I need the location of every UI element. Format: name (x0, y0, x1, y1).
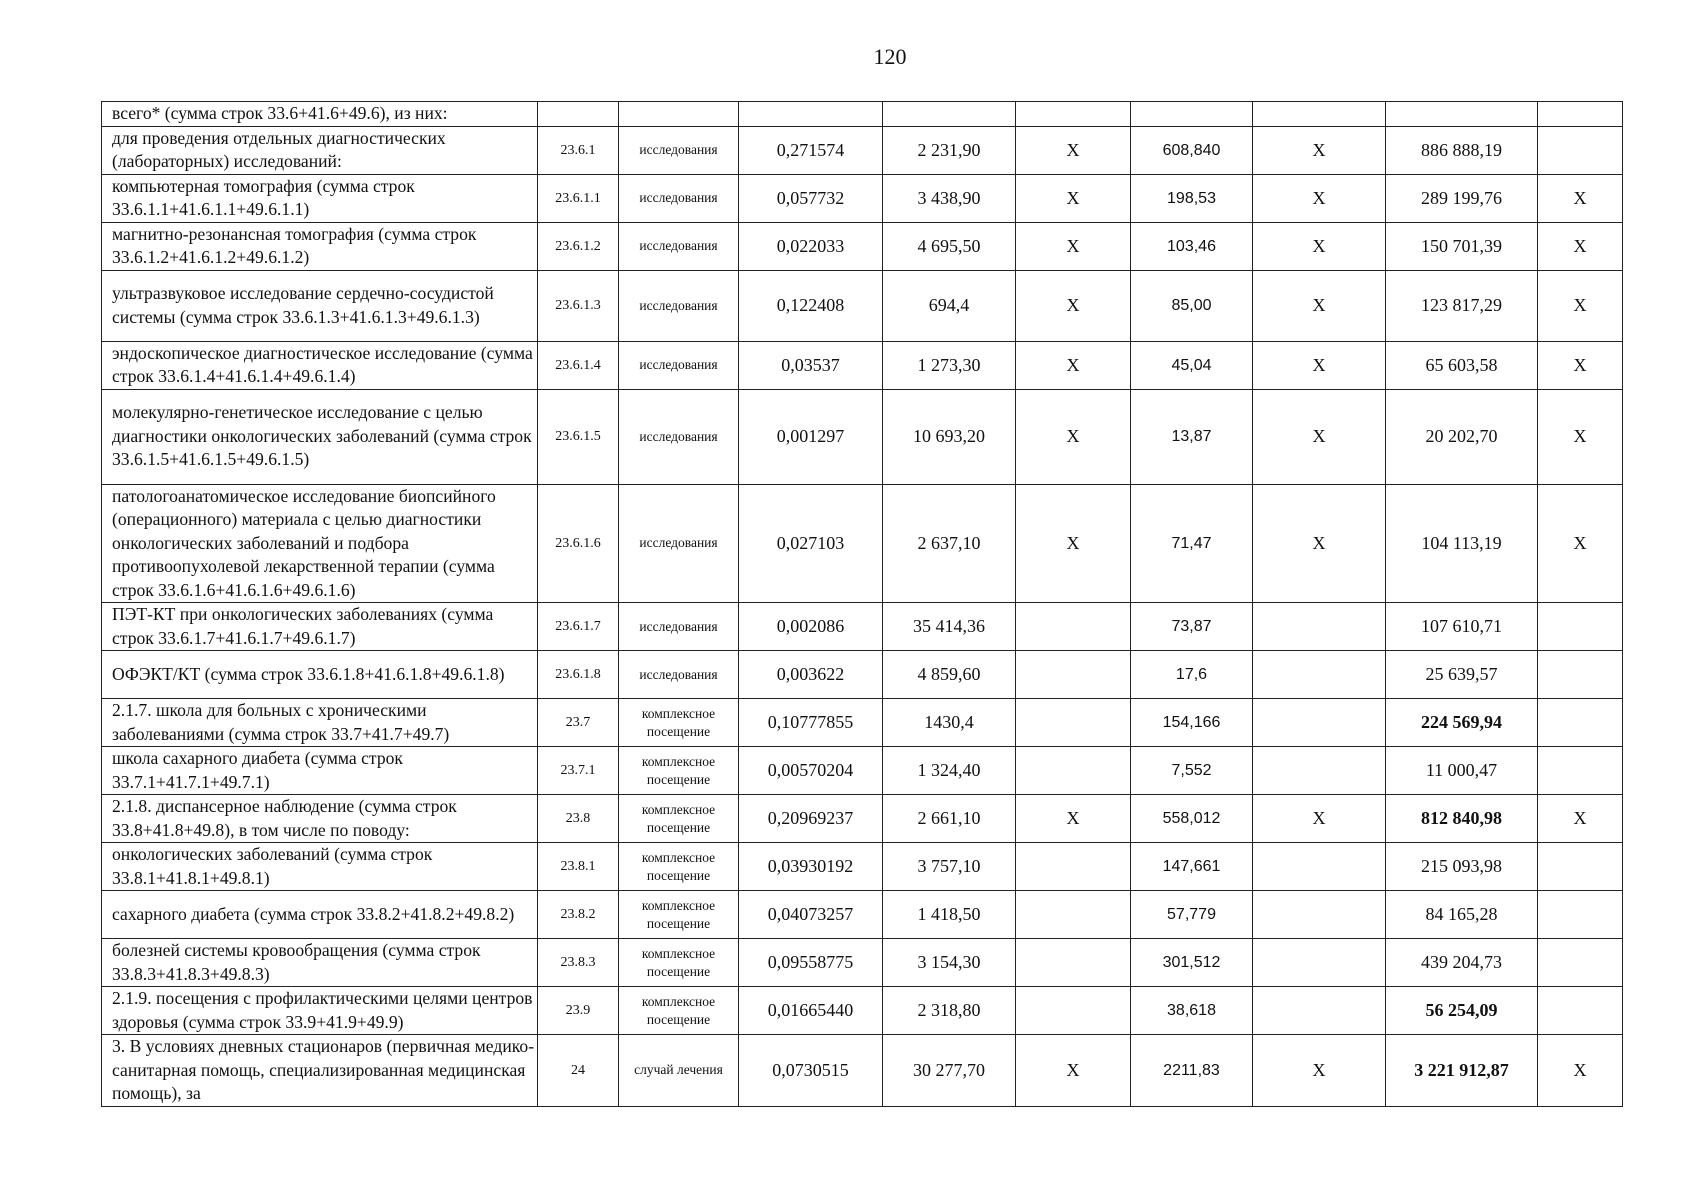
cost-norm: 1 273,30 (883, 341, 1016, 389)
cost-norm: 1430,4 (883, 699, 1016, 747)
row-code: 23.8.2 (538, 891, 619, 939)
x-mark (1253, 603, 1386, 651)
x-mark (1538, 891, 1623, 939)
per-capita-value: 301,512 (1131, 939, 1253, 987)
row-name: ОФЭКТ/КТ (сумма строк 33.6.1.8+41.6.1.8+49.6.1.8) (102, 651, 538, 699)
x-mark: Х (1016, 126, 1131, 174)
volume-norm: 0,03930192 (739, 843, 883, 891)
cost-norm: 10 693,20 (883, 389, 1016, 484)
x-mark (1253, 699, 1386, 747)
per-capita-value: 198,53 (1131, 174, 1253, 222)
table-row (102, 891, 1623, 939)
unit-of-measure: комплексное посещение (619, 939, 739, 987)
x-mark (1016, 651, 1131, 699)
row-code: 23.6.1.2 (538, 222, 619, 270)
table-body (102, 102, 1623, 1107)
per-capita-value: 7,552 (1131, 747, 1253, 795)
x-mark (1538, 939, 1623, 987)
total-sum: 215 093,98 (1386, 843, 1538, 891)
row-name: компьютерная томография (сумма строк 33.6.1.1+41.6.1.1+49.6.1.1) (102, 174, 538, 222)
row-name: для проведения отдельных диагностических (лабораторных) исследований: (102, 126, 538, 174)
x-mark: Х (1253, 126, 1386, 174)
volume-norm: 0,09558775 (739, 939, 883, 987)
table-row (102, 747, 1623, 795)
x-mark (1253, 747, 1386, 795)
x-mark (1016, 747, 1131, 795)
table-row (102, 102, 1623, 127)
total-sum: 25 639,57 (1386, 651, 1538, 699)
total-sum: 3 221 912,87 (1386, 1035, 1538, 1107)
x-mark: Х (1253, 389, 1386, 484)
row-name: ПЭТ-КТ при онкологических заболеваниях (сумма строк 33.6.1.7+41.6.1.7+49.6.1.7) (102, 603, 538, 651)
x-mark: Х (1253, 795, 1386, 843)
x-mark: Х (1538, 484, 1623, 603)
unit-of-measure: исследования (619, 651, 739, 699)
x-mark: Х (1016, 484, 1131, 603)
row-name: всего* (сумма строк 33.6+41.6+49.6), из них: (102, 102, 538, 127)
table-row (102, 341, 1623, 389)
total-sum: 150 701,39 (1386, 222, 1538, 270)
volume-norm: 0,022033 (739, 222, 883, 270)
x-mark: Х (1016, 270, 1131, 341)
unit-of-measure: исследования (619, 389, 739, 484)
row-code: 23.6.1.3 (538, 270, 619, 341)
per-capita-value: 608,840 (1131, 126, 1253, 174)
per-capita-value: 71,47 (1131, 484, 1253, 603)
x-mark: Х (1253, 341, 1386, 389)
unit-of-measure: исследования (619, 603, 739, 651)
cost-norm: 4 859,60 (883, 651, 1016, 699)
volume-norm: 0,003622 (739, 651, 883, 699)
x-mark: Х (1538, 174, 1623, 222)
unit-of-measure: исследования (619, 270, 739, 341)
x-mark (1016, 843, 1131, 891)
row-code: 23.8.1 (538, 843, 619, 891)
total-sum: 224 569,94 (1386, 699, 1538, 747)
table-row (102, 939, 1623, 987)
cost-norm (883, 102, 1016, 127)
row-code: 23.6.1.1 (538, 174, 619, 222)
total-sum: 65 603,58 (1386, 341, 1538, 389)
volume-norm: 0,20969237 (739, 795, 883, 843)
x-mark: Х (1538, 389, 1623, 484)
unit-of-measure: комплексное посещение (619, 987, 739, 1035)
cost-norm: 2 661,10 (883, 795, 1016, 843)
unit-of-measure: исследования (619, 126, 739, 174)
volume-norm: 0,002086 (739, 603, 883, 651)
row-code: 23.8 (538, 795, 619, 843)
volume-norm: 0,01665440 (739, 987, 883, 1035)
x-mark (1538, 102, 1623, 127)
total-sum: 56 254,09 (1386, 987, 1538, 1035)
cost-norm: 2 231,90 (883, 126, 1016, 174)
row-code: 23.6.1.4 (538, 341, 619, 389)
x-mark: Х (1538, 795, 1623, 843)
row-code: 23.6.1.8 (538, 651, 619, 699)
per-capita-value: 147,661 (1131, 843, 1253, 891)
table-row (102, 126, 1623, 174)
row-name: 2.1.9. посещения с профилактическими целями центров здоровья (сумма строк 33.9+41.9+49.9) (102, 987, 538, 1035)
row-name: онкологических заболеваний (сумма строк 33.8.1+41.8.1+49.8.1) (102, 843, 538, 891)
x-mark (1253, 843, 1386, 891)
x-mark: Х (1016, 341, 1131, 389)
row-code: 23.9 (538, 987, 619, 1035)
per-capita-value: 2211,83 (1131, 1035, 1253, 1107)
x-mark (1016, 939, 1131, 987)
x-mark: Х (1538, 1035, 1623, 1107)
row-name: эндоскопическое диагностическое исследование (сумма строк 33.6.1.4+41.6.1.4+49.6.1.4) (102, 341, 538, 389)
per-capita-value: 85,00 (1131, 270, 1253, 341)
total-sum: 20 202,70 (1386, 389, 1538, 484)
x-mark: Х (1016, 389, 1131, 484)
x-mark (1538, 843, 1623, 891)
row-name: 3. В условиях дневных стационаров (первичная медико-санитарная помощь, специализированная медицинская помощь), за (102, 1035, 538, 1107)
unit-of-measure: комплексное посещение (619, 891, 739, 939)
x-mark (1016, 102, 1131, 127)
cost-norm: 35 414,36 (883, 603, 1016, 651)
row-name: болезней системы кровообращения (сумма строк 33.8.3+41.8.3+49.8.3) (102, 939, 538, 987)
unit-of-measure: исследования (619, 484, 739, 603)
row-name: патологоанатомическое исследование биопсийного (операционного) материала с целью диагностики онкологических заболеваний и подбора противоопухолевой лекарственной терапии (сумма строк 33.6.1.6+41.6.1.6+49.6.1.6) (102, 484, 538, 603)
x-mark (1538, 747, 1623, 795)
row-name: 2.1.8. диспансерное наблюдение (сумма строк 33.8+41.8+49.8), в том числе по поводу: (102, 795, 538, 843)
row-name: молекулярно-генетическое исследование с целью диагностики онкологических заболеваний (сумма строк 33.6.1.5+41.6.1.5+49.6.1.5) (102, 389, 538, 484)
volume-norm: 0,0730515 (739, 1035, 883, 1107)
row-name: школа сахарного диабета (сумма строк 33.7.1+41.7.1+49.7.1) (102, 747, 538, 795)
table-row (102, 651, 1623, 699)
unit-of-measure: комплексное посещение (619, 747, 739, 795)
total-sum: 439 204,73 (1386, 939, 1538, 987)
row-code: 23.6.1.6 (538, 484, 619, 603)
unit-of-measure: комплексное посещение (619, 699, 739, 747)
table-row (102, 699, 1623, 747)
x-mark (1253, 891, 1386, 939)
x-mark: Х (1253, 222, 1386, 270)
x-mark: Х (1538, 341, 1623, 389)
volume-norm (739, 102, 883, 127)
x-mark (1253, 987, 1386, 1035)
table-row (102, 987, 1623, 1035)
x-mark (1016, 987, 1131, 1035)
cost-norm: 4 695,50 (883, 222, 1016, 270)
row-code: 23.6.1 (538, 126, 619, 174)
volume-norm: 0,03537 (739, 341, 883, 389)
volume-norm: 0,057732 (739, 174, 883, 222)
x-mark (1253, 651, 1386, 699)
row-name: магнитно-резонансная томография (сумма строк 33.6.1.2+41.6.1.2+49.6.1.2) (102, 222, 538, 270)
total-sum: 107 610,71 (1386, 603, 1538, 651)
row-code: 24 (538, 1035, 619, 1107)
x-mark: Х (1016, 174, 1131, 222)
total-sum: 812 840,98 (1386, 795, 1538, 843)
cost-norm: 3 154,30 (883, 939, 1016, 987)
x-mark: Х (1016, 222, 1131, 270)
volume-norm: 0,271574 (739, 126, 883, 174)
x-mark (1538, 603, 1623, 651)
x-mark (1538, 126, 1623, 174)
unit-of-measure: исследования (619, 174, 739, 222)
x-mark (1016, 891, 1131, 939)
x-mark (1538, 699, 1623, 747)
x-mark: Х (1253, 1035, 1386, 1107)
total-sum: 11 000,47 (1386, 747, 1538, 795)
table-row (102, 603, 1623, 651)
table-row (102, 1035, 1623, 1107)
total-sum: 289 199,76 (1386, 174, 1538, 222)
per-capita-value: 57,779 (1131, 891, 1253, 939)
volume-norm: 0,04073257 (739, 891, 883, 939)
volume-norm: 0,001297 (739, 389, 883, 484)
per-capita-value: 38,618 (1131, 987, 1253, 1035)
per-capita-value: 154,166 (1131, 699, 1253, 747)
x-mark (1538, 987, 1623, 1035)
table-row (102, 795, 1623, 843)
row-code: 23.7.1 (538, 747, 619, 795)
total-sum: 123 817,29 (1386, 270, 1538, 341)
cost-norm: 2 318,80 (883, 987, 1016, 1035)
row-code: 23.8.3 (538, 939, 619, 987)
row-code: 23.7 (538, 699, 619, 747)
per-capita-value: 73,87 (1131, 603, 1253, 651)
unit-of-measure: случай лечения (619, 1035, 739, 1107)
cost-norm: 2 637,10 (883, 484, 1016, 603)
volume-norm: 0,00570204 (739, 747, 883, 795)
unit-of-measure: исследования (619, 341, 739, 389)
unit-of-measure (619, 102, 739, 127)
x-mark: Х (1253, 484, 1386, 603)
cost-norm: 1 324,40 (883, 747, 1016, 795)
x-mark (1253, 102, 1386, 127)
x-mark: Х (1538, 222, 1623, 270)
cost-norm: 30 277,70 (883, 1035, 1016, 1107)
cost-norm: 3 757,10 (883, 843, 1016, 891)
unit-of-measure: комплексное посещение (619, 795, 739, 843)
page-number: 120 (873, 44, 907, 69)
table-row (102, 270, 1623, 341)
volume-norm: 0,10777855 (739, 699, 883, 747)
table-row (102, 222, 1623, 270)
x-mark: Х (1016, 795, 1131, 843)
cost-norm: 3 438,90 (883, 174, 1016, 222)
row-code: 23.6.1.5 (538, 389, 619, 484)
total-sum (1386, 102, 1538, 127)
x-mark: Х (1253, 174, 1386, 222)
volume-norm: 0,122408 (739, 270, 883, 341)
x-mark (1253, 939, 1386, 987)
x-mark (1538, 651, 1623, 699)
x-mark (1016, 699, 1131, 747)
row-code (538, 102, 619, 127)
row-name: 2.1.7. школа для больных с хроническими заболеваниями (сумма строк 33.7+41.7+49.7) (102, 699, 538, 747)
unit-of-measure: исследования (619, 222, 739, 270)
row-name: ультразвуковое исследование сердечно-сосудистой системы (сумма строк 33.6.1.3+41.6.1.3+49.6.1.3) (102, 270, 538, 341)
row-code: 23.6.1.7 (538, 603, 619, 651)
table-row (102, 389, 1623, 484)
x-mark (1016, 603, 1131, 651)
table-row (102, 484, 1623, 603)
x-mark: Х (1016, 1035, 1131, 1107)
per-capita-value: 103,46 (1131, 222, 1253, 270)
x-mark: Х (1253, 270, 1386, 341)
per-capita-value: 45,04 (1131, 341, 1253, 389)
per-capita-value (1131, 102, 1253, 127)
volume-norm: 0,027103 (739, 484, 883, 603)
cost-norm: 1 418,50 (883, 891, 1016, 939)
total-sum: 84 165,28 (1386, 891, 1538, 939)
row-name: сахарного диабета (сумма строк 33.8.2+41.8.2+49.8.2) (102, 891, 538, 939)
per-capita-value: 558,012 (1131, 795, 1253, 843)
total-sum: 104 113,19 (1386, 484, 1538, 603)
cost-norm: 694,4 (883, 270, 1016, 341)
normatives-table (101, 101, 1623, 1107)
total-sum: 886 888,19 (1386, 126, 1538, 174)
per-capita-value: 17,6 (1131, 651, 1253, 699)
per-capita-value: 13,87 (1131, 389, 1253, 484)
x-mark: Х (1538, 270, 1623, 341)
unit-of-measure: комплексное посещение (619, 843, 739, 891)
table-row (102, 174, 1623, 222)
table-row (102, 843, 1623, 891)
